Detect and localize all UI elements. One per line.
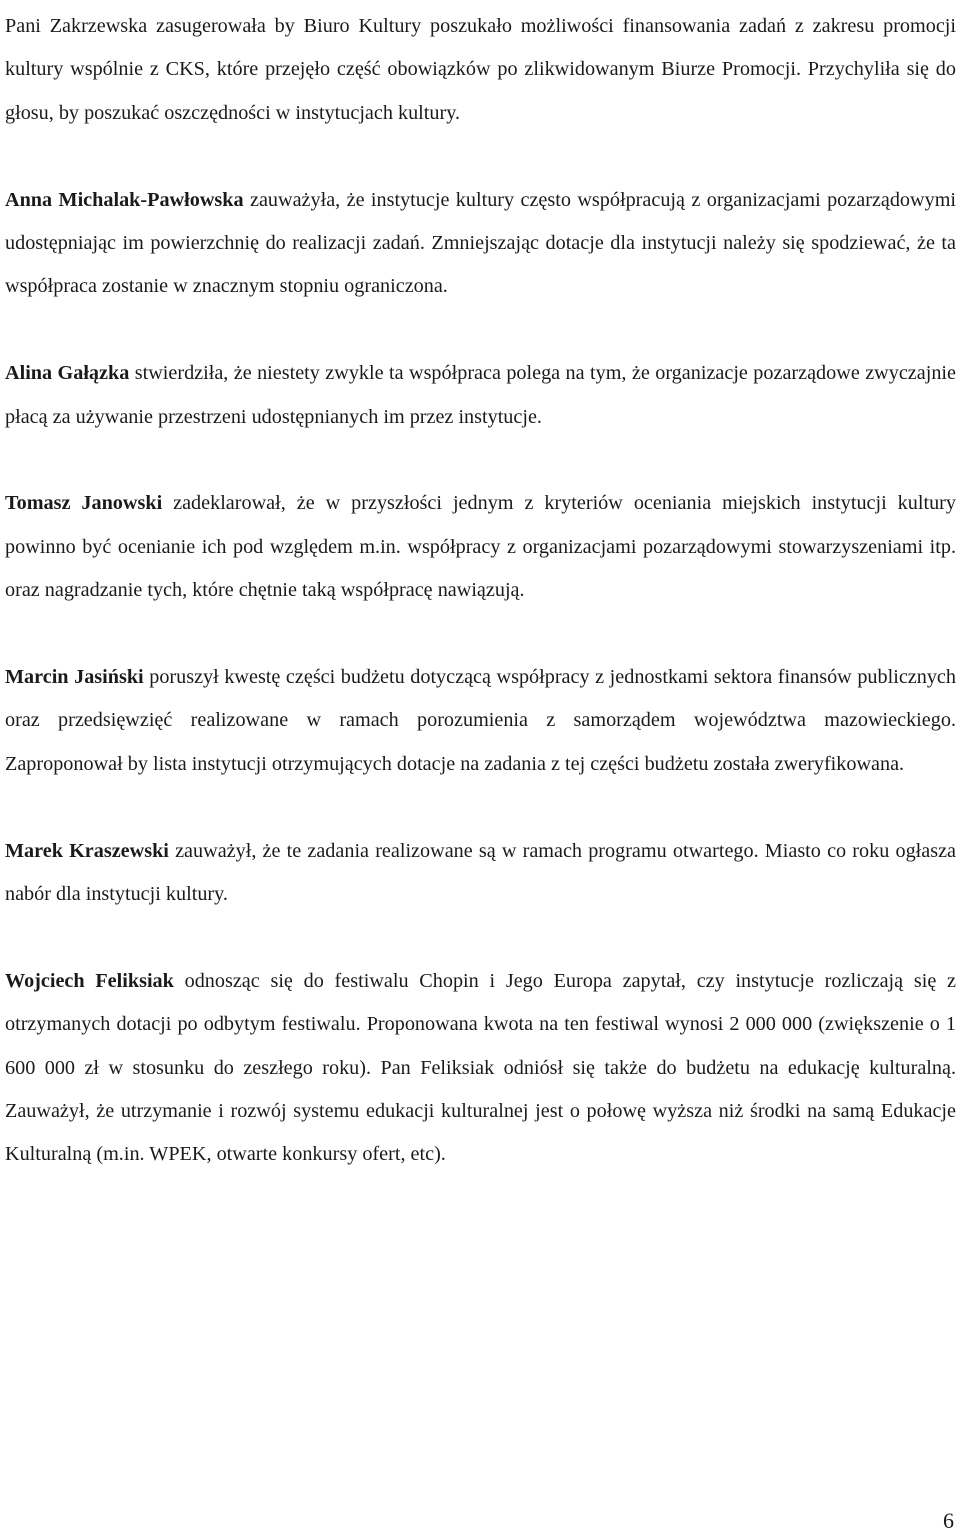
paragraph-janowski xyxy=(5,482,956,612)
page-number: 6 xyxy=(943,1508,954,1533)
paragraph-text: zauważyła, że instytucje kultury często współpracują z organizacjami pozarządowymi udostępniając im powierzchnię do realizacji zadań. Zmniejszając dotacje dla instytucji należy się spodziewać, że ta współpraca zostanie w znacznym stopniu ograniczona. xyxy=(5,188,957,298)
speaker-name: Anna Michalak-Pawłowska xyxy=(5,188,244,211)
paragraph-galazka xyxy=(5,352,956,439)
paragraph-text: poruszył kwestę części budżetu dotyczącą współpracy z jednostkami sektora finansów publicznych oraz przedsięwzięć realizowane w ramach porozumienia z samorządem województwa mazowieckiego. Zaproponował by lista instytucji otrzymujących dotacje na zadania z tej części budżetu została zweryfikowana. xyxy=(5,666,956,775)
paragraph-jasinski xyxy=(5,656,956,786)
paragraph-text: zadeklarował, że w przyszłości jednym z kryteriów oceniania miejskich instytucji kultury powinno być ocenianie ich pod względem m.in. współpracy z organizacjami pozarządowymi stowarzyszeniami itp. oraz nagradzanie tych, które chętnie taką współpracę nawiązują. xyxy=(5,492,956,602)
paragraph-text: Pani Zakrzewska zasugerowała by Biuro Kultury poszukało możliwości finansowania zadań z zakresu promocji kultury wspólnie z CKS, które przejęło część obowiązków po zlikwidowanym Biurze Promocji. Przychyliła się do głosu, by poszukać oszczędności w instytucjach kultury. xyxy=(5,15,956,124)
paragraph-feliksiak xyxy=(5,960,956,1177)
speaker-name: Alina Gałązka xyxy=(5,362,130,385)
paragraph-zakrzewska xyxy=(5,5,956,135)
speaker-name: Tomasz Janowski xyxy=(5,492,163,515)
speaker-name: Wojciech Feliksiak xyxy=(5,969,174,992)
speaker-name: Marek Kraszewski xyxy=(5,839,169,862)
paragraph-text: stwierdziła, że niestety zwykle ta współpraca polega na tym, że organizacje pozarządowe zwyczajnie płacą za używanie przestrzeni udostępnianych im przez instytucje. xyxy=(5,362,956,428)
paragraph-kraszewski xyxy=(5,830,956,917)
speaker-name: Marcin Jasiński xyxy=(5,666,144,689)
paragraph-text: odnosząc się do festiwalu Chopin i Jego Europa zapytał, czy instytucje rozliczają się z otrzymanych dotacji po odbytym festiwalu. Proponowana kwota na ten festiwal wynosi 2 000 000 (zwiększenie o 1 600 000 zł w stosunku do zeszłego roku). Pan Feliksiak odniósł się także do budżetu na edukację kulturalną. Zauważył, że utrzymanie i rozwój systemu edukacji kulturalnej jest o połowę wyższa niż środki na samą Edukacje Kulturalną (m.in. WPEK, otwarte konkursy ofert, etc). xyxy=(5,969,956,1166)
paragraph-michalak-pawlowska xyxy=(5,179,956,309)
document-page xyxy=(5,5,956,1177)
paragraph-text: zauważył, że te zadania realizowane są w ramach programu otwartego. Miasto co roku ogłasza nabór dla instytucji kultury. xyxy=(5,839,957,906)
